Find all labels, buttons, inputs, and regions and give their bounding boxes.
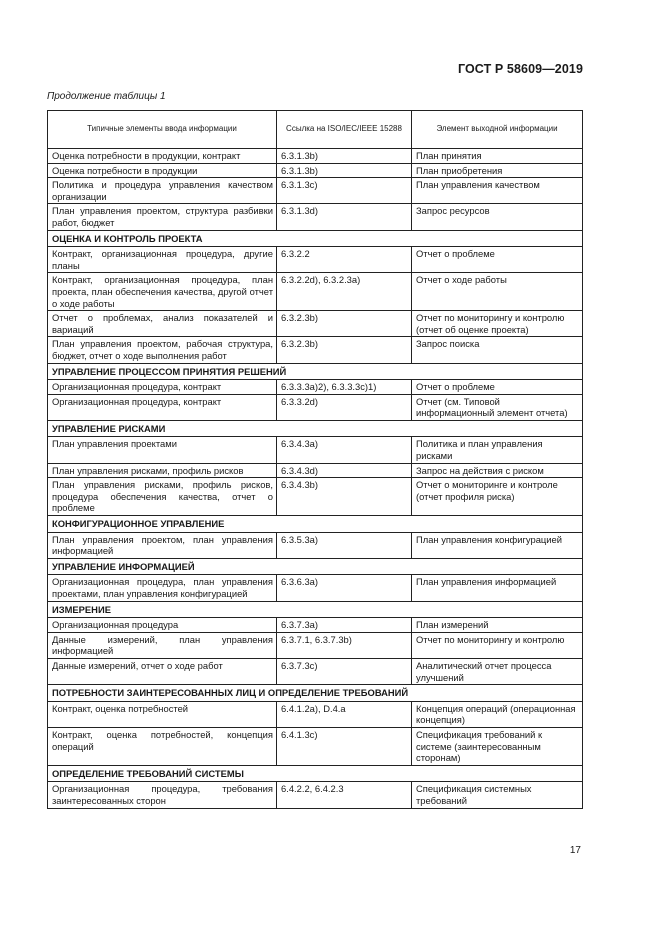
cell-iso-reference: 6.3.1.3c) bbox=[277, 178, 412, 204]
section-header-row bbox=[48, 230, 583, 247]
cell-output-element: Отчет о мониторинге и контроле (отчет профиля риска) bbox=[412, 478, 583, 516]
cell-output-element: Аналитический отчет процесса улучшений bbox=[412, 658, 583, 684]
cell-output-element: Отчет по мониторингу и контролю bbox=[412, 632, 583, 658]
cell-iso-reference: 6.3.3.3a)2), 6.3.3.3c)1) bbox=[277, 380, 412, 395]
cell-output-element: План приобретения bbox=[412, 163, 583, 178]
header-output-element: Элемент выходной информации bbox=[412, 111, 583, 149]
section-header-row bbox=[48, 685, 583, 702]
cell-input-elements: Контракт, оценка потребностей bbox=[48, 701, 277, 727]
cell-input-elements: План управления проектом, план управления информацией bbox=[48, 532, 277, 558]
cell-input-elements: Контракт, организационная процедура, план проекта, план обеспечения качества, другой отчет о ходе работы bbox=[48, 273, 277, 311]
table-row bbox=[48, 782, 583, 808]
section-header-row bbox=[48, 363, 583, 380]
cell-input-elements: Оценка потребности в продукции bbox=[48, 163, 277, 178]
cell-output-element: Отчет о проблеме bbox=[412, 247, 583, 273]
table-row bbox=[48, 632, 583, 658]
table-row bbox=[48, 204, 583, 230]
table-row bbox=[48, 311, 583, 337]
cell-output-element: Отчет (см. Типовой информационный элемент отчета) bbox=[412, 394, 583, 420]
cell-iso-reference: 6.3.5.3a) bbox=[277, 532, 412, 558]
cell-input-elements: Организационная процедура bbox=[48, 618, 277, 633]
requirements-table bbox=[47, 110, 583, 809]
table-row bbox=[48, 178, 583, 204]
cell-input-elements: Организационная процедура, план управления проектами, план управления конфигурацией bbox=[48, 575, 277, 601]
cell-iso-reference: 6.3.2.2d), 6.3.2.3a) bbox=[277, 273, 412, 311]
cell-input-elements: Политика и процедура управления качеством организации bbox=[48, 178, 277, 204]
cell-input-elements: План управления проектами bbox=[48, 437, 277, 463]
cell-iso-reference: 6.4.2.2, 6.4.2.3 bbox=[277, 782, 412, 808]
cell-iso-reference: 6.3.6.3a) bbox=[277, 575, 412, 601]
cell-iso-reference: 6.3.1.3d) bbox=[277, 204, 412, 230]
cell-output-element: Спецификация системных требований bbox=[412, 782, 583, 808]
cell-iso-reference: 6.4.1.3c) bbox=[277, 727, 412, 765]
table-row bbox=[48, 618, 583, 633]
cell-output-element: План измерений bbox=[412, 618, 583, 633]
standard-designation: ГОСТ Р 58609—2019 bbox=[457, 62, 583, 76]
section-title: УПРАВЛЕНИЕ РИСКАМИ bbox=[48, 420, 583, 437]
table-row bbox=[48, 463, 583, 478]
table-row bbox=[48, 478, 583, 516]
table-row bbox=[48, 658, 583, 684]
section-title: УПРАВЛЕНИЕ ПРОЦЕССОМ ПРИНЯТИЯ РЕШЕНИЙ bbox=[48, 363, 583, 380]
cell-output-element: Отчет о проблеме bbox=[412, 380, 583, 395]
cell-input-elements: Оценка потребности в продукции, контракт bbox=[48, 149, 277, 164]
table-row bbox=[48, 701, 583, 727]
cell-input-elements: Организационная процедура, требования заинтересованных сторон bbox=[48, 782, 277, 808]
cell-output-element: План управления качеством bbox=[412, 178, 583, 204]
cell-iso-reference: 6.3.2.2 bbox=[277, 247, 412, 273]
cell-iso-reference: 6.3.4.3d) bbox=[277, 463, 412, 478]
cell-input-elements: Организационная процедура, контракт bbox=[48, 394, 277, 420]
cell-output-element: Спецификация требований к системе (заинтересованным сторонам) bbox=[412, 727, 583, 765]
cell-iso-reference: 6.3.2.3b) bbox=[277, 337, 412, 363]
cell-output-element: Запрос ресурсов bbox=[412, 204, 583, 230]
table-row bbox=[48, 532, 583, 558]
table-row bbox=[48, 337, 583, 363]
cell-input-elements: Организационная процедура, контракт bbox=[48, 380, 277, 395]
cell-output-element: План управления конфигурацией bbox=[412, 532, 583, 558]
header-input-elements: Типичные элементы ввода информации bbox=[48, 111, 277, 149]
cell-input-elements: Данные измерений, план управления информацией bbox=[48, 632, 277, 658]
cell-iso-reference: 6.3.7.3a) bbox=[277, 618, 412, 633]
table-row bbox=[48, 394, 583, 420]
table-continuation-caption: Продолжение таблицы 1 bbox=[47, 91, 166, 102]
cell-input-elements: План управления рисками, профиль рисков, процедура обеспечения качества, отчет о проблеме bbox=[48, 478, 277, 516]
cell-iso-reference: 6.3.1.3b) bbox=[277, 149, 412, 164]
section-title: ИЗМЕРЕНИЕ bbox=[48, 601, 583, 618]
table-row bbox=[48, 149, 583, 164]
section-header-row bbox=[48, 765, 583, 782]
section-header-row bbox=[48, 516, 583, 533]
section-title: КОНФИГУРАЦИОННОЕ УПРАВЛЕНИЕ bbox=[48, 516, 583, 533]
table-row bbox=[48, 727, 583, 765]
page-number: 17 bbox=[569, 845, 581, 856]
cell-output-element: Политика и план управления рисками bbox=[412, 437, 583, 463]
cell-output-element: Запрос на действия с риском bbox=[412, 463, 583, 478]
section-title: УПРАВЛЕНИЕ ИНФОРМАЦИЕЙ bbox=[48, 558, 583, 575]
cell-iso-reference: 6.3.1.3b) bbox=[277, 163, 412, 178]
table-row bbox=[48, 163, 583, 178]
cell-input-elements: Отчет о проблемах, анализ показателей и вариаций bbox=[48, 311, 277, 337]
table-row bbox=[48, 273, 583, 311]
cell-input-elements: Контракт, оценка потребностей, концепция операций bbox=[48, 727, 277, 765]
section-header-row bbox=[48, 558, 583, 575]
cell-input-elements: План управления проектом, рабочая структура, бюджет, отчет о ходе выполнения работ bbox=[48, 337, 277, 363]
header-iso-reference: Ссылка на ISO/IEC/IEEE 15288 bbox=[277, 111, 412, 149]
section-header-row bbox=[48, 420, 583, 437]
cell-iso-reference: 6.3.3.2d) bbox=[277, 394, 412, 420]
cell-output-element: Отчет по мониторингу и контролю (отчет об оценке проекта) bbox=[412, 311, 583, 337]
cell-output-element: Концепция операций (операционная концепция) bbox=[412, 701, 583, 727]
section-header-row bbox=[48, 601, 583, 618]
cell-input-elements: План управления проектом, структура разбивки работ, бюджет bbox=[48, 204, 277, 230]
table-row bbox=[48, 247, 583, 273]
cell-output-element: Запрос поиска bbox=[412, 337, 583, 363]
cell-input-elements: Контракт, организационная процедура, другие планы bbox=[48, 247, 277, 273]
cell-input-elements: План управления рисками, профиль рисков bbox=[48, 463, 277, 478]
table-row bbox=[48, 437, 583, 463]
cell-iso-reference: 6.3.7.3c) bbox=[277, 658, 412, 684]
section-title: ОЦЕНКА И КОНТРОЛЬ ПРОЕКТА bbox=[48, 230, 583, 247]
cell-input-elements: Данные измерений, отчет о ходе работ bbox=[48, 658, 277, 684]
table-row bbox=[48, 575, 583, 601]
table-row bbox=[48, 380, 583, 395]
cell-iso-reference: 6.3.4.3b) bbox=[277, 478, 412, 516]
cell-output-element: Отчет о ходе работы bbox=[412, 273, 583, 311]
cell-iso-reference: 6.3.7.1, 6.3.7.3b) bbox=[277, 632, 412, 658]
section-title: ОПРЕДЕЛЕНИЕ ТРЕБОВАНИЙ СИСТЕМЫ bbox=[48, 765, 583, 782]
cell-output-element: План управления информацией bbox=[412, 575, 583, 601]
cell-iso-reference: 6.3.2.3b) bbox=[277, 311, 412, 337]
section-title: ПОТРЕБНОСТИ ЗАИНТЕРЕСОВАННЫХ ЛИЦ И ОПРЕДЕЛЕНИЕ ТРЕБОВАНИЙ bbox=[48, 685, 583, 702]
cell-iso-reference: 6.4.1.2a), D.4.a bbox=[277, 701, 412, 727]
cell-iso-reference: 6.3.4.3a) bbox=[277, 437, 412, 463]
cell-output-element: План принятия bbox=[412, 149, 583, 164]
table-header-row bbox=[48, 111, 583, 149]
